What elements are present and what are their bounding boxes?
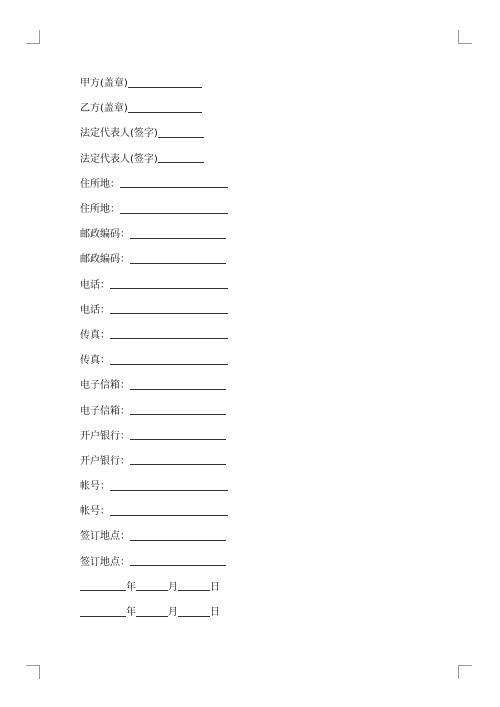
month-label: 月 [168,581,178,593]
blank-line[interactable] [110,327,228,339]
crop-mark-top-left [26,30,40,44]
field-party-a-seal [80,69,228,94]
blank-line[interactable] [130,227,226,239]
month-blank[interactable] [136,579,168,591]
field-label: 邮政编码： [80,229,130,241]
field-phone-b [80,296,228,321]
year-label: 年 [126,607,136,619]
blank-line[interactable] [110,353,228,365]
day-blank[interactable] [178,579,210,591]
signature-block [80,69,228,623]
blank-line[interactable] [158,126,204,138]
field-legal-rep-signature-b [80,145,228,170]
field-label: 开户银行： [80,430,130,442]
field-label: 住所地： [80,204,120,216]
year-blank[interactable] [80,579,126,591]
field-label: 帐号： [80,506,110,518]
field-bank-a [80,422,228,447]
field-label: 传真： [80,355,110,367]
field-address-a [80,170,228,195]
year-blank[interactable] [80,605,126,617]
day-label: 日 [210,607,220,619]
field-fax-b [80,346,228,371]
crop-mark-top-right [458,30,472,44]
field-signing-place-a [80,522,228,547]
field-email-b [80,396,228,421]
blank-line[interactable] [130,378,226,390]
field-label: 法定代表人(签字) [80,153,158,165]
blank-line[interactable] [130,554,226,566]
field-label: 签订地点： [80,556,130,568]
field-label: 开户银行： [80,455,130,467]
month-label: 月 [168,607,178,619]
field-phone-a [80,271,228,296]
field-label: 住所地： [80,178,120,190]
field-signing-place-b [80,548,228,573]
blank-line[interactable] [110,504,228,516]
field-postcode-a [80,220,228,245]
blank-line[interactable] [128,101,202,113]
field-bank-b [80,447,228,472]
field-label: 传真： [80,329,110,341]
field-fax-a [80,321,228,346]
blank-line[interactable] [130,453,226,465]
blank-line[interactable] [130,252,226,264]
field-account-a [80,472,228,497]
year-label: 年 [126,581,136,593]
field-postcode-b [80,245,228,270]
blank-line[interactable] [130,403,226,415]
field-address-b [80,195,228,220]
field-label: 法定代表人(签字) [80,128,158,140]
field-label: 电子信箱： [80,380,130,392]
date-row [80,598,228,623]
field-email-a [80,371,228,396]
field-label: 邮政编码： [80,254,130,266]
field-label: 乙方(盖章) [80,103,128,115]
blank-line[interactable] [120,176,228,188]
field-label: 签订地点： [80,531,130,543]
field-party-b-seal [80,94,228,119]
crop-mark-bottom-left [26,665,40,679]
date-row [80,573,228,598]
blank-line[interactable] [130,529,226,541]
day-blank[interactable] [178,605,210,617]
field-account-b [80,497,228,522]
blank-line[interactable] [128,76,202,88]
blank-line[interactable] [158,151,204,163]
field-label: 电子信箱： [80,405,130,417]
field-label: 甲方(盖章) [80,78,128,90]
month-blank[interactable] [136,605,168,617]
day-label: 日 [210,581,220,593]
blank-line[interactable] [110,479,228,491]
crop-mark-bottom-right [458,665,472,679]
blank-line[interactable] [120,202,228,214]
field-label: 电话： [80,304,110,316]
field-label: 电话： [80,279,110,291]
blank-line[interactable] [110,302,228,314]
blank-line[interactable] [110,277,228,289]
field-legal-rep-signature-a [80,119,228,144]
field-label: 帐号： [80,481,110,493]
blank-line[interactable] [130,428,226,440]
